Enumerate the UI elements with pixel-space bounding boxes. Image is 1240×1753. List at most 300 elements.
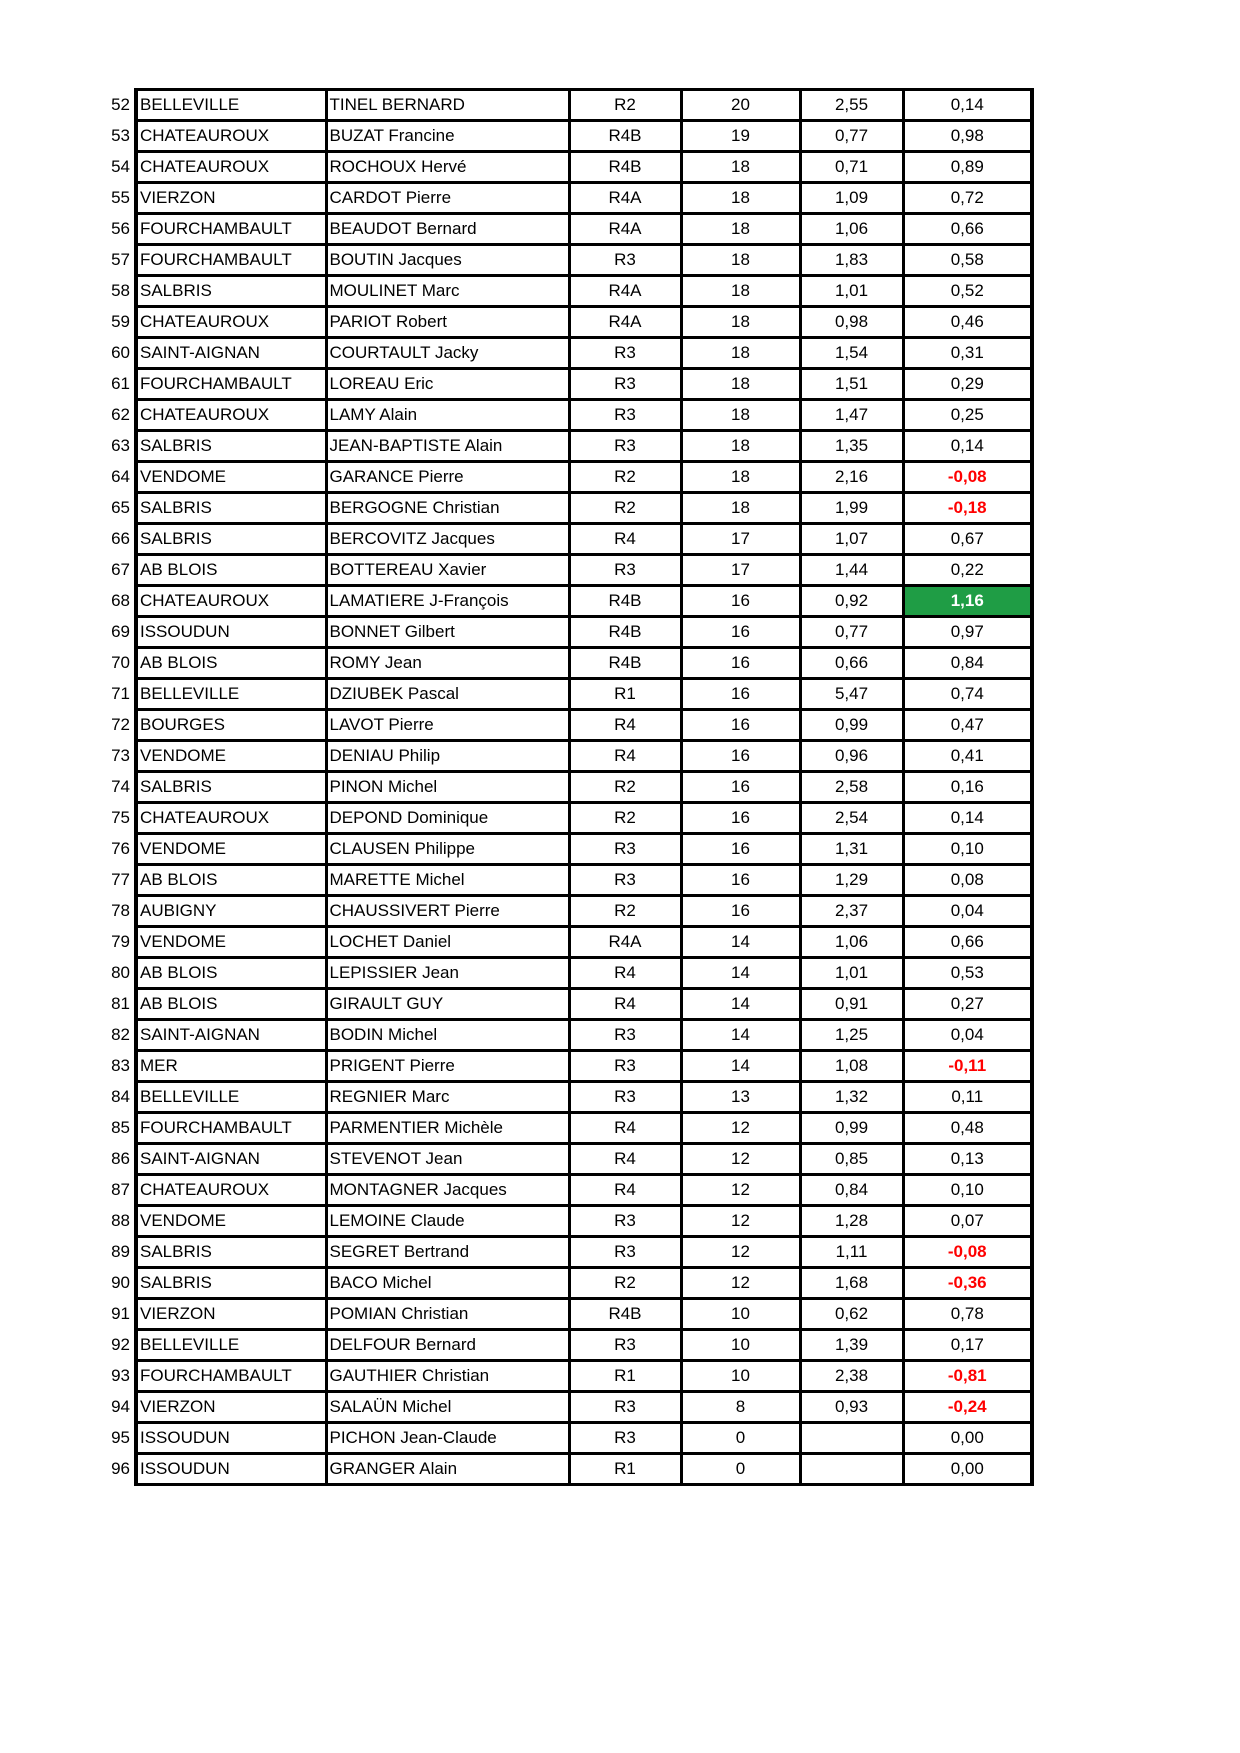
table-row [100,245,1032,276]
club-cell: VIERZON [136,1299,326,1330]
table-row [100,1237,1032,1268]
ratio-cell: 0,71 [800,152,903,183]
club-cell: VIERZON [136,183,326,214]
rank-cell: 58 [111,281,130,300]
category-cell: R3 [569,245,681,276]
score-cell: 0,53 [903,958,1032,989]
club-cell: FOURCHAMBAULT [136,1113,326,1144]
points-cell: 17 [681,555,800,586]
points-cell: 12 [681,1175,800,1206]
category-cell: R3 [569,1237,681,1268]
club-cell: AB BLOIS [136,958,326,989]
ratio-cell: 0,62 [800,1299,903,1330]
table-row [100,369,1032,400]
club-cell: AB BLOIS [136,989,326,1020]
table-row [100,338,1032,369]
player-name-cell: CHAUSSIVERT Pierre [326,896,569,927]
ratio-cell: 1,39 [800,1330,903,1361]
rank-cell: 69 [111,622,130,641]
ratio-cell: 2,16 [800,462,903,493]
player-name-cell: DZIUBEK Pascal [326,679,569,710]
score-cell: -0,08 [903,1237,1032,1268]
ratio-cell: 1,35 [800,431,903,462]
rank-cell: 77 [111,870,130,889]
rank-cell: 81 [111,994,130,1013]
rank-cell: 73 [111,746,130,765]
table-row [100,648,1032,679]
club-cell: SALBRIS [136,276,326,307]
player-name-cell: BUZAT Francine [326,121,569,152]
points-cell: 14 [681,958,800,989]
score-cell: -0,36 [903,1268,1032,1299]
points-cell: 0 [681,1454,800,1485]
club-cell: BELLEVILLE [136,679,326,710]
club-cell: ISSOUDUN [136,617,326,648]
club-cell: CHATEAUROUX [136,586,326,617]
score-cell: -0,08 [903,462,1032,493]
table-row [100,1082,1032,1113]
table-row [100,803,1032,834]
table-row [100,617,1032,648]
table-row [100,927,1032,958]
club-cell: VENDOME [136,462,326,493]
points-cell: 18 [681,338,800,369]
score-cell: -0,81 [903,1361,1032,1392]
category-cell: R4A [569,276,681,307]
category-cell: R4B [569,1299,681,1330]
score-cell: 0,74 [903,679,1032,710]
category-cell: R3 [569,1020,681,1051]
rank-cell: 90 [111,1273,130,1292]
table-row [100,1330,1032,1361]
club-cell: FOURCHAMBAULT [136,369,326,400]
table-body [100,90,1032,1485]
points-cell: 16 [681,648,800,679]
table-row [100,772,1032,803]
ratio-cell: 2,37 [800,896,903,927]
category-cell: R4B [569,648,681,679]
table-row [100,1113,1032,1144]
club-cell: SALBRIS [136,524,326,555]
rank-cell: 80 [111,963,130,982]
player-name-cell: DEPOND Dominique [326,803,569,834]
ratio-cell: 1,09 [800,183,903,214]
points-cell: 12 [681,1206,800,1237]
category-cell: R4A [569,307,681,338]
points-cell: 12 [681,1144,800,1175]
ratio-cell: 1,07 [800,524,903,555]
rank-cell: 85 [111,1118,130,1137]
club-cell: SALBRIS [136,493,326,524]
rank-cell: 91 [111,1304,130,1323]
rank-cell: 60 [111,343,130,362]
score-cell: 0,48 [903,1113,1032,1144]
rank-cell: 61 [111,374,130,393]
club-cell: AB BLOIS [136,865,326,896]
score-cell: 0,89 [903,152,1032,183]
rank-cell: 56 [111,219,130,238]
category-cell: R4B [569,586,681,617]
category-cell: R4 [569,710,681,741]
player-name-cell: GIRAULT GUY [326,989,569,1020]
score-cell: 0,98 [903,121,1032,152]
rank-cell: 71 [111,684,130,703]
points-cell: 12 [681,1237,800,1268]
category-cell: R1 [569,1454,681,1485]
category-cell: R4 [569,1113,681,1144]
category-cell: R2 [569,90,681,121]
score-cell: 0,04 [903,896,1032,927]
rank-cell: 82 [111,1025,130,1044]
player-name-cell: LEPISSIER Jean [326,958,569,989]
club-cell: FOURCHAMBAULT [136,214,326,245]
table-row [100,121,1032,152]
score-cell: 0,52 [903,276,1032,307]
rank-cell: 72 [111,715,130,734]
ratio-cell: 1,83 [800,245,903,276]
ratio-cell: 1,11 [800,1237,903,1268]
ratio-cell: 1,68 [800,1268,903,1299]
points-cell: 18 [681,307,800,338]
table-row [100,741,1032,772]
ratio-cell: 0,85 [800,1144,903,1175]
score-cell: 0,58 [903,245,1032,276]
club-cell: SAINT-AIGNAN [136,338,326,369]
club-cell: BELLEVILLE [136,1330,326,1361]
player-name-cell: ROMY Jean [326,648,569,679]
club-cell: SALBRIS [136,1237,326,1268]
club-cell: BELLEVILLE [136,1082,326,1113]
points-cell: 16 [681,617,800,648]
ratio-cell: 1,32 [800,1082,903,1113]
points-cell: 16 [681,865,800,896]
rank-cell: 63 [111,436,130,455]
category-cell: R4A [569,183,681,214]
rank-cell: 94 [111,1397,130,1416]
player-name-cell: SEGRET Bertrand [326,1237,569,1268]
table-row [100,1051,1032,1082]
score-cell: 0,67 [903,524,1032,555]
club-cell: CHATEAUROUX [136,400,326,431]
player-name-cell: DENIAU Philip [326,741,569,772]
ratio-cell: 0,77 [800,617,903,648]
player-name-cell: LEMOINE Claude [326,1206,569,1237]
club-cell: SAINT-AIGNAN [136,1144,326,1175]
category-cell: R4B [569,617,681,648]
club-cell: CHATEAUROUX [136,307,326,338]
player-name-cell: PARMENTIER Michèle [326,1113,569,1144]
category-cell: R3 [569,1206,681,1237]
points-cell: 19 [681,121,800,152]
score-cell: 0,97 [903,617,1032,648]
player-name-cell: PRIGENT Pierre [326,1051,569,1082]
player-name-cell: PICHON Jean-Claude [326,1423,569,1454]
ratio-cell: 2,55 [800,90,903,121]
table-row [100,586,1032,617]
player-name-cell: LAMATIERE J-François [326,586,569,617]
player-name-cell: BOTTEREAU Xavier [326,555,569,586]
club-cell: ISSOUDUN [136,1454,326,1485]
ratio-cell: 1,01 [800,276,903,307]
points-cell: 20 [681,90,800,121]
rank-cell: 62 [111,405,130,424]
table-row [100,1144,1032,1175]
rank-cell: 84 [111,1087,130,1106]
points-cell: 18 [681,152,800,183]
club-cell: SAINT-AIGNAN [136,1020,326,1051]
category-cell: R2 [569,803,681,834]
ratio-cell: 5,47 [800,679,903,710]
rank-cell: 87 [111,1180,130,1199]
table-row [100,679,1032,710]
rank-cell: 65 [111,498,130,517]
ratio-cell: 0,84 [800,1175,903,1206]
category-cell: R1 [569,1361,681,1392]
club-cell: SALBRIS [136,431,326,462]
ratio-cell: 1,08 [800,1051,903,1082]
table-row [100,834,1032,865]
ratio-cell: 1,06 [800,927,903,958]
category-cell: R3 [569,834,681,865]
ratio-cell: 2,58 [800,772,903,803]
ratio-cell: 0,99 [800,710,903,741]
category-cell: R2 [569,1268,681,1299]
club-cell: FOURCHAMBAULT [136,1361,326,1392]
player-name-cell: BOUTIN Jacques [326,245,569,276]
points-cell: 17 [681,524,800,555]
category-cell: R4A [569,927,681,958]
ratio-cell: 1,31 [800,834,903,865]
table-row [100,1268,1032,1299]
category-cell: R4 [569,1144,681,1175]
score-cell: 0,84 [903,648,1032,679]
points-cell: 14 [681,1020,800,1051]
player-name-cell: POMIAN Christian [326,1299,569,1330]
category-cell: R3 [569,338,681,369]
table-row [100,989,1032,1020]
score-cell: 0,10 [903,1175,1032,1206]
ratio-cell [800,1454,903,1485]
club-cell: MER [136,1051,326,1082]
player-name-cell: LOCHET Daniel [326,927,569,958]
category-cell: R3 [569,1392,681,1423]
player-name-cell: MOULINET Marc [326,276,569,307]
ratio-cell: 0,77 [800,121,903,152]
score-cell: 0,00 [903,1423,1032,1454]
player-name-cell: CLAUSEN Philippe [326,834,569,865]
score-cell: 0,14 [903,90,1032,121]
table-row [100,90,1032,121]
club-cell: BOURGES [136,710,326,741]
ratio-cell: 2,38 [800,1361,903,1392]
score-cell: 0,47 [903,710,1032,741]
points-cell: 16 [681,803,800,834]
rank-cell: 54 [111,157,130,176]
score-cell: 0,78 [903,1299,1032,1330]
category-cell: R3 [569,1082,681,1113]
table-row [100,1299,1032,1330]
category-cell: R3 [569,400,681,431]
ratio-cell: 1,47 [800,400,903,431]
player-name-cell: LOREAU Eric [326,369,569,400]
category-cell: R2 [569,772,681,803]
table-row [100,524,1032,555]
category-cell: R1 [569,679,681,710]
ratio-cell: 1,51 [800,369,903,400]
score-cell: 0,16 [903,772,1032,803]
player-name-cell: BONNET Gilbert [326,617,569,648]
ratio-cell [800,1423,903,1454]
points-cell: 14 [681,927,800,958]
club-cell: VENDOME [136,834,326,865]
club-cell: VIERZON [136,1392,326,1423]
rank-cell: 75 [111,808,130,827]
table-row [100,958,1032,989]
table-row [100,865,1032,896]
score-cell: 0,17 [903,1330,1032,1361]
ratio-cell: 1,29 [800,865,903,896]
score-cell: 1,16 [903,586,1032,617]
club-cell: FOURCHAMBAULT [136,245,326,276]
ratio-cell: 1,25 [800,1020,903,1051]
player-name-cell: ROCHOUX Hervé [326,152,569,183]
table-row [100,710,1032,741]
rank-cell: 55 [111,188,130,207]
club-cell: CHATEAUROUX [136,121,326,152]
club-cell: AB BLOIS [136,648,326,679]
player-name-cell: STEVENOT Jean [326,1144,569,1175]
points-cell: 18 [681,276,800,307]
category-cell: R4 [569,524,681,555]
player-name-cell: BERCOVITZ Jacques [326,524,569,555]
rank-cell: 52 [111,95,130,114]
ratio-cell: 0,91 [800,989,903,1020]
category-cell: R3 [569,1051,681,1082]
points-cell: 16 [681,710,800,741]
score-cell: 0,14 [903,803,1032,834]
points-cell: 16 [681,741,800,772]
category-cell: R3 [569,555,681,586]
rank-cell: 92 [111,1335,130,1354]
ratio-cell: 1,28 [800,1206,903,1237]
ratio-cell: 0,92 [800,586,903,617]
category-cell: R2 [569,896,681,927]
player-name-cell: COURTAULT Jacky [326,338,569,369]
club-cell: VENDOME [136,927,326,958]
points-cell: 18 [681,431,800,462]
ranking-table [100,88,1034,1486]
category-cell: R3 [569,1423,681,1454]
points-cell: 18 [681,245,800,276]
points-cell: 16 [681,896,800,927]
ratio-cell: 1,06 [800,214,903,245]
category-cell: R3 [569,431,681,462]
points-cell: 16 [681,834,800,865]
table-row [100,555,1032,586]
rank-cell: 95 [111,1428,130,1447]
player-name-cell: PARIOT Robert [326,307,569,338]
score-cell: 0,29 [903,369,1032,400]
rank-cell: 86 [111,1149,130,1168]
table-row [100,1392,1032,1423]
score-cell: 0,25 [903,400,1032,431]
category-cell: R4 [569,958,681,989]
table-row [100,152,1032,183]
ratio-cell: 0,98 [800,307,903,338]
rank-cell: 79 [111,932,130,951]
rank-cell: 76 [111,839,130,858]
table-row [100,896,1032,927]
rank-cell: 64 [111,467,130,486]
club-cell: CHATEAUROUX [136,152,326,183]
ratio-cell: 2,54 [800,803,903,834]
club-cell: CHATEAUROUX [136,1175,326,1206]
ratio-cell: 1,99 [800,493,903,524]
rank-cell: 57 [111,250,130,269]
player-name-cell: CARDOT Pierre [326,183,569,214]
points-cell: 18 [681,369,800,400]
points-cell: 13 [681,1082,800,1113]
club-cell: BELLEVILLE [136,90,326,121]
player-name-cell: LAVOT Pierre [326,710,569,741]
club-cell: SALBRIS [136,772,326,803]
points-cell: 16 [681,772,800,803]
rank-cell: 66 [111,529,130,548]
points-cell: 12 [681,1268,800,1299]
player-name-cell: GAUTHIER Christian [326,1361,569,1392]
player-name-cell: MARETTE Michel [326,865,569,896]
table-row [100,462,1032,493]
player-name-cell: TINEL BERNARD [326,90,569,121]
player-name-cell: GARANCE Pierre [326,462,569,493]
ratio-cell: 0,93 [800,1392,903,1423]
points-cell: 14 [681,1051,800,1082]
score-cell: 0,66 [903,927,1032,958]
score-cell: 0,00 [903,1454,1032,1485]
table-row [100,431,1032,462]
score-cell: 0,07 [903,1206,1032,1237]
score-cell: 0,72 [903,183,1032,214]
rank-cell: 93 [111,1366,130,1385]
table-row [100,183,1032,214]
rank-cell: 83 [111,1056,130,1075]
player-name-cell: REGNIER Marc [326,1082,569,1113]
score-cell: 0,66 [903,214,1032,245]
score-cell: 0,41 [903,741,1032,772]
ratio-cell: 1,44 [800,555,903,586]
category-cell: R4A [569,214,681,245]
table-row [100,400,1032,431]
rank-cell: 89 [111,1242,130,1261]
score-cell: 0,27 [903,989,1032,1020]
ratio-cell: 0,66 [800,648,903,679]
table-row [100,1454,1032,1485]
rank-cell: 70 [111,653,130,672]
rank-cell: 53 [111,126,130,145]
score-cell: 0,46 [903,307,1032,338]
points-cell: 16 [681,586,800,617]
score-cell: 0,22 [903,555,1032,586]
score-cell: 0,31 [903,338,1032,369]
score-cell: 0,08 [903,865,1032,896]
club-cell: VENDOME [136,1206,326,1237]
table-row [100,276,1032,307]
club-cell: CHATEAUROUX [136,803,326,834]
category-cell: R4 [569,741,681,772]
table-row [100,307,1032,338]
points-cell: 10 [681,1330,800,1361]
score-cell: 0,04 [903,1020,1032,1051]
